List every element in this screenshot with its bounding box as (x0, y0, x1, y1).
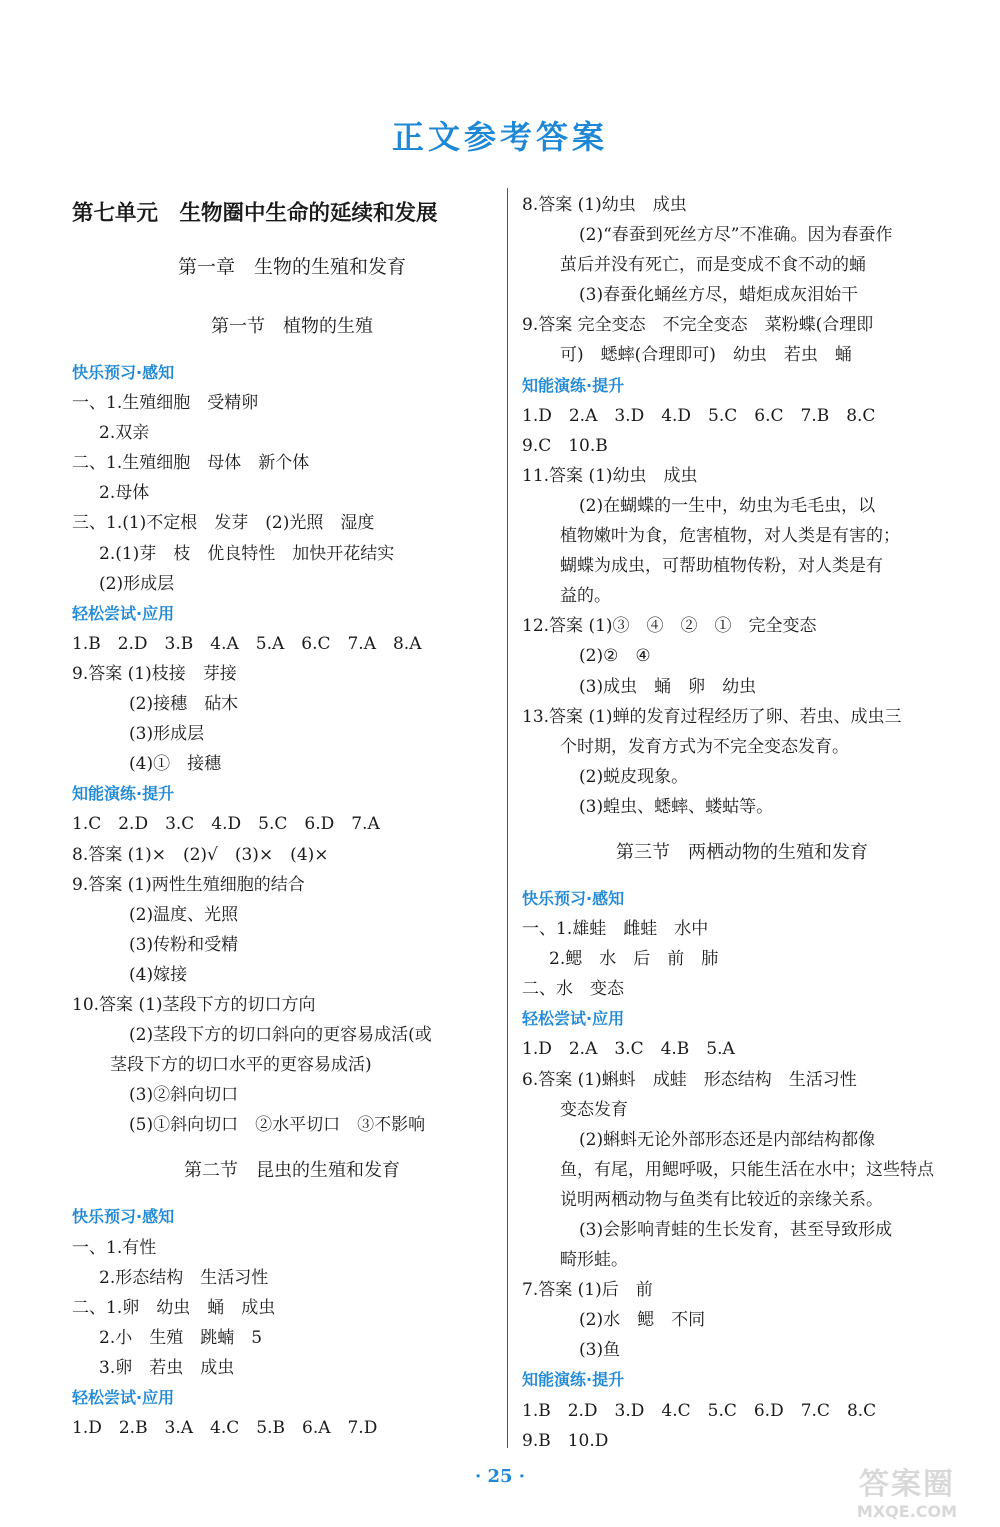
answer-line: (3)鱼 (579, 1340, 621, 1361)
column-divider (507, 188, 508, 1448)
answer-line: 1.D 2.A 3.D 4.D 5.C 6.C 7.B 8.C (522, 405, 876, 426)
watermark-url: MXQE.COM (856, 1502, 958, 1521)
watermark-logo (822, 1468, 992, 1523)
answer-line: (2)接穗 砧木 (129, 694, 239, 715)
answer-line: 3.卵 若虫 成虫 (99, 1357, 235, 1378)
answer-line: 2.(1)芽 枝 优良特性 加快开花结实 (99, 543, 395, 564)
page-title: 正文参考答案 (391, 118, 608, 156)
answer-line: 2.小 生殖 跳蝻 5 (99, 1327, 263, 1348)
answer-line: 一、1.雄蛙 雌蛙 水中 (522, 919, 709, 940)
answer-line: 一、1.有性 (72, 1237, 157, 1258)
answer-line: 三、1.(1)不定根 发芽 (2)光照 湿度 (72, 513, 375, 534)
answer-line: 6.答案 (1)蝌蚪 成蛙 形态结构 生活习性 (522, 1069, 857, 1090)
answer-line: 二、水 变态 (522, 979, 624, 1000)
answer-line: 鱼，有尾，用鳃呼吸，只能生活在水中；这些特点 (560, 1159, 934, 1180)
answer-line: (2)“春蚕到死丝方尽”不准确。因为春蚕作 (579, 225, 893, 246)
answer-line: 可) 蟋蟀(合理即可) 幼虫 若虫 蛹 (560, 345, 852, 366)
answer-line: 9.B 10.D (522, 1430, 609, 1451)
answer-line: (4)嫁接 (129, 964, 188, 985)
answer-line: (2)形成层 (99, 573, 175, 594)
section-title: 第一节 植物的生殖 (211, 316, 373, 337)
answer-line: (3)传粉和受精 (129, 934, 239, 955)
answer-line: (2)蜕皮现象。 (579, 766, 689, 787)
answer-line: (3)形成层 (129, 724, 205, 745)
section-heading: 快乐预习·感知 (72, 1207, 175, 1227)
answer-line: (3)春蚕化蛹丝方尽，蜡炬成灰泪始干 (579, 285, 859, 306)
section-heading: 快乐预习·感知 (72, 363, 175, 382)
answer-line: 8.答案 (1)× (2)√ (3)× (4)× (72, 844, 329, 865)
section-heading: 轻松尝试·应用 (522, 1009, 625, 1029)
answer-line: 9.C 10.B (522, 435, 608, 456)
answer-line: 蝴蝶为成虫，可帮助植物传粉，对人类是有 (560, 556, 883, 577)
answer-line: (2)茎段下方的切口斜向的更容易成活(或 (129, 1025, 432, 1046)
answer-line: (3)②斜向切口 (129, 1085, 239, 1106)
section-title: 第三节 两栖动物的生殖和发育 (616, 841, 868, 863)
answer-line: 2.双亲 (99, 423, 150, 444)
answer-line: 9.答案 完全变态 不完全变态 菜粉蝶(合理即 (522, 315, 874, 336)
answer-line: 7.答案 (1)后 前 (522, 1280, 653, 1301)
chapter-title: 第一章 生物的生殖和发育 (177, 256, 406, 278)
section-heading: 快乐预习·感知 (522, 888, 625, 908)
answer-line: 2.鳃 水 后 前 肺 (549, 949, 719, 970)
answer-line: 植物嫩叶为食，危害植物，对人类是有害的； (560, 526, 900, 547)
left-column (72, 190, 512, 1443)
answer-line: 畸形蛙。 (560, 1250, 628, 1271)
answer-line: 10.答案 (1)茎段下方的切口方向 (72, 994, 316, 1015)
answer-line: 二、1.生殖细胞 母体 新个体 (72, 453, 310, 474)
section-heading: 轻松尝试·应用 (72, 603, 175, 623)
answer-line: 益的。 (560, 586, 611, 607)
right-column (522, 190, 962, 1456)
section-heading: 知能演练·提升 (72, 784, 175, 804)
answer-line: 9.答案 (1)枝接 芽接 (72, 663, 237, 684)
answer-line: (2)水 鳃 不同 (579, 1310, 706, 1331)
answer-line: 1.B 2.D 3.B 4.A 5.A 6.C 7.A 8.A (72, 633, 422, 654)
answer-line: 2.形态结构 生活习性 (99, 1267, 269, 1288)
watermark-text: 答案圈 (859, 1467, 955, 1502)
answer-line: 变态发育 (560, 1099, 628, 1120)
answer-line: 说明两栖动物与鱼类有比较近的亲缘关系。 (560, 1189, 883, 1210)
answer-line: 一、1.生殖细胞 受精卵 (72, 393, 259, 414)
section-heading: 知能演练·提升 (522, 1370, 625, 1390)
section-heading: 知能演练·提升 (522, 375, 625, 395)
answer-line: 8.答案 (1)幼虫 成虫 (522, 195, 687, 215)
answer-line: 12.答案 (1)③ ④ ② ① 完全变态 (522, 616, 817, 637)
answer-line: 1.D 2.A 3.C 4.B 5.A (522, 1039, 735, 1060)
answer-line: 1.C 2.D 3.C 4.D 5.C 6.D 7.A (72, 814, 380, 835)
answer-line: (3)会影响青蛙的生长发育，甚至导致形成 (579, 1220, 893, 1240)
answer-line: 1.D 2.B 3.A 4.C 5.B 6.A 7.D (72, 1418, 378, 1439)
answer-line: (2)温度、光照 (129, 904, 239, 925)
answer-line: (3)成虫 蛹 卵 幼虫 (579, 676, 757, 697)
answer-line: 茎段下方的切口水平的更容易成活) (110, 1055, 372, 1076)
answer-line: (4)① 接穗 (129, 754, 222, 775)
answer-line: (2)在蝴蝶的一生中，幼虫为毛毛虫，以 (579, 495, 876, 516)
unit-title: 第七单元 生物圈中生命的延续和发展 (72, 201, 438, 226)
answer-line: (2)蝌蚪无论外部形态还是内部结构都像 (579, 1129, 876, 1150)
answer-line: 2.母体 (99, 483, 150, 504)
page-number: · 25 · (474, 1466, 526, 1487)
answer-line: 1.B 2.D 3.D 4.C 5.C 6.D 7.C 8.C (522, 1400, 877, 1421)
answer-line: (5)①斜向切口 ②水平切口 ③不影响 (129, 1115, 426, 1136)
answer-line: 9.答案 (1)两性生殖细胞的结合 (72, 874, 305, 895)
section-title: 第二节 昆虫的生殖和发育 (184, 1160, 400, 1182)
answer-line: (3)蝗虫、蟋蟀、蝼蛄等。 (579, 796, 774, 817)
answer-line: 个时期，发育方式为不完全变态发育。 (560, 736, 849, 757)
answer-line: 13.答案 (1)蝉的发育过程经历了卵、若虫、成虫三 (522, 706, 902, 727)
answer-line: (2)② ④ (579, 646, 651, 667)
answer-line: 二、1.卵 幼虫 蛹 成虫 (72, 1297, 276, 1318)
answer-line: 11.答案 (1)幼虫 成虫 (522, 465, 698, 486)
section-heading: 轻松尝试·应用 (72, 1388, 175, 1407)
answer-line: 茧后并没有死亡，而是变成不食不动的蛹 (560, 255, 866, 276)
